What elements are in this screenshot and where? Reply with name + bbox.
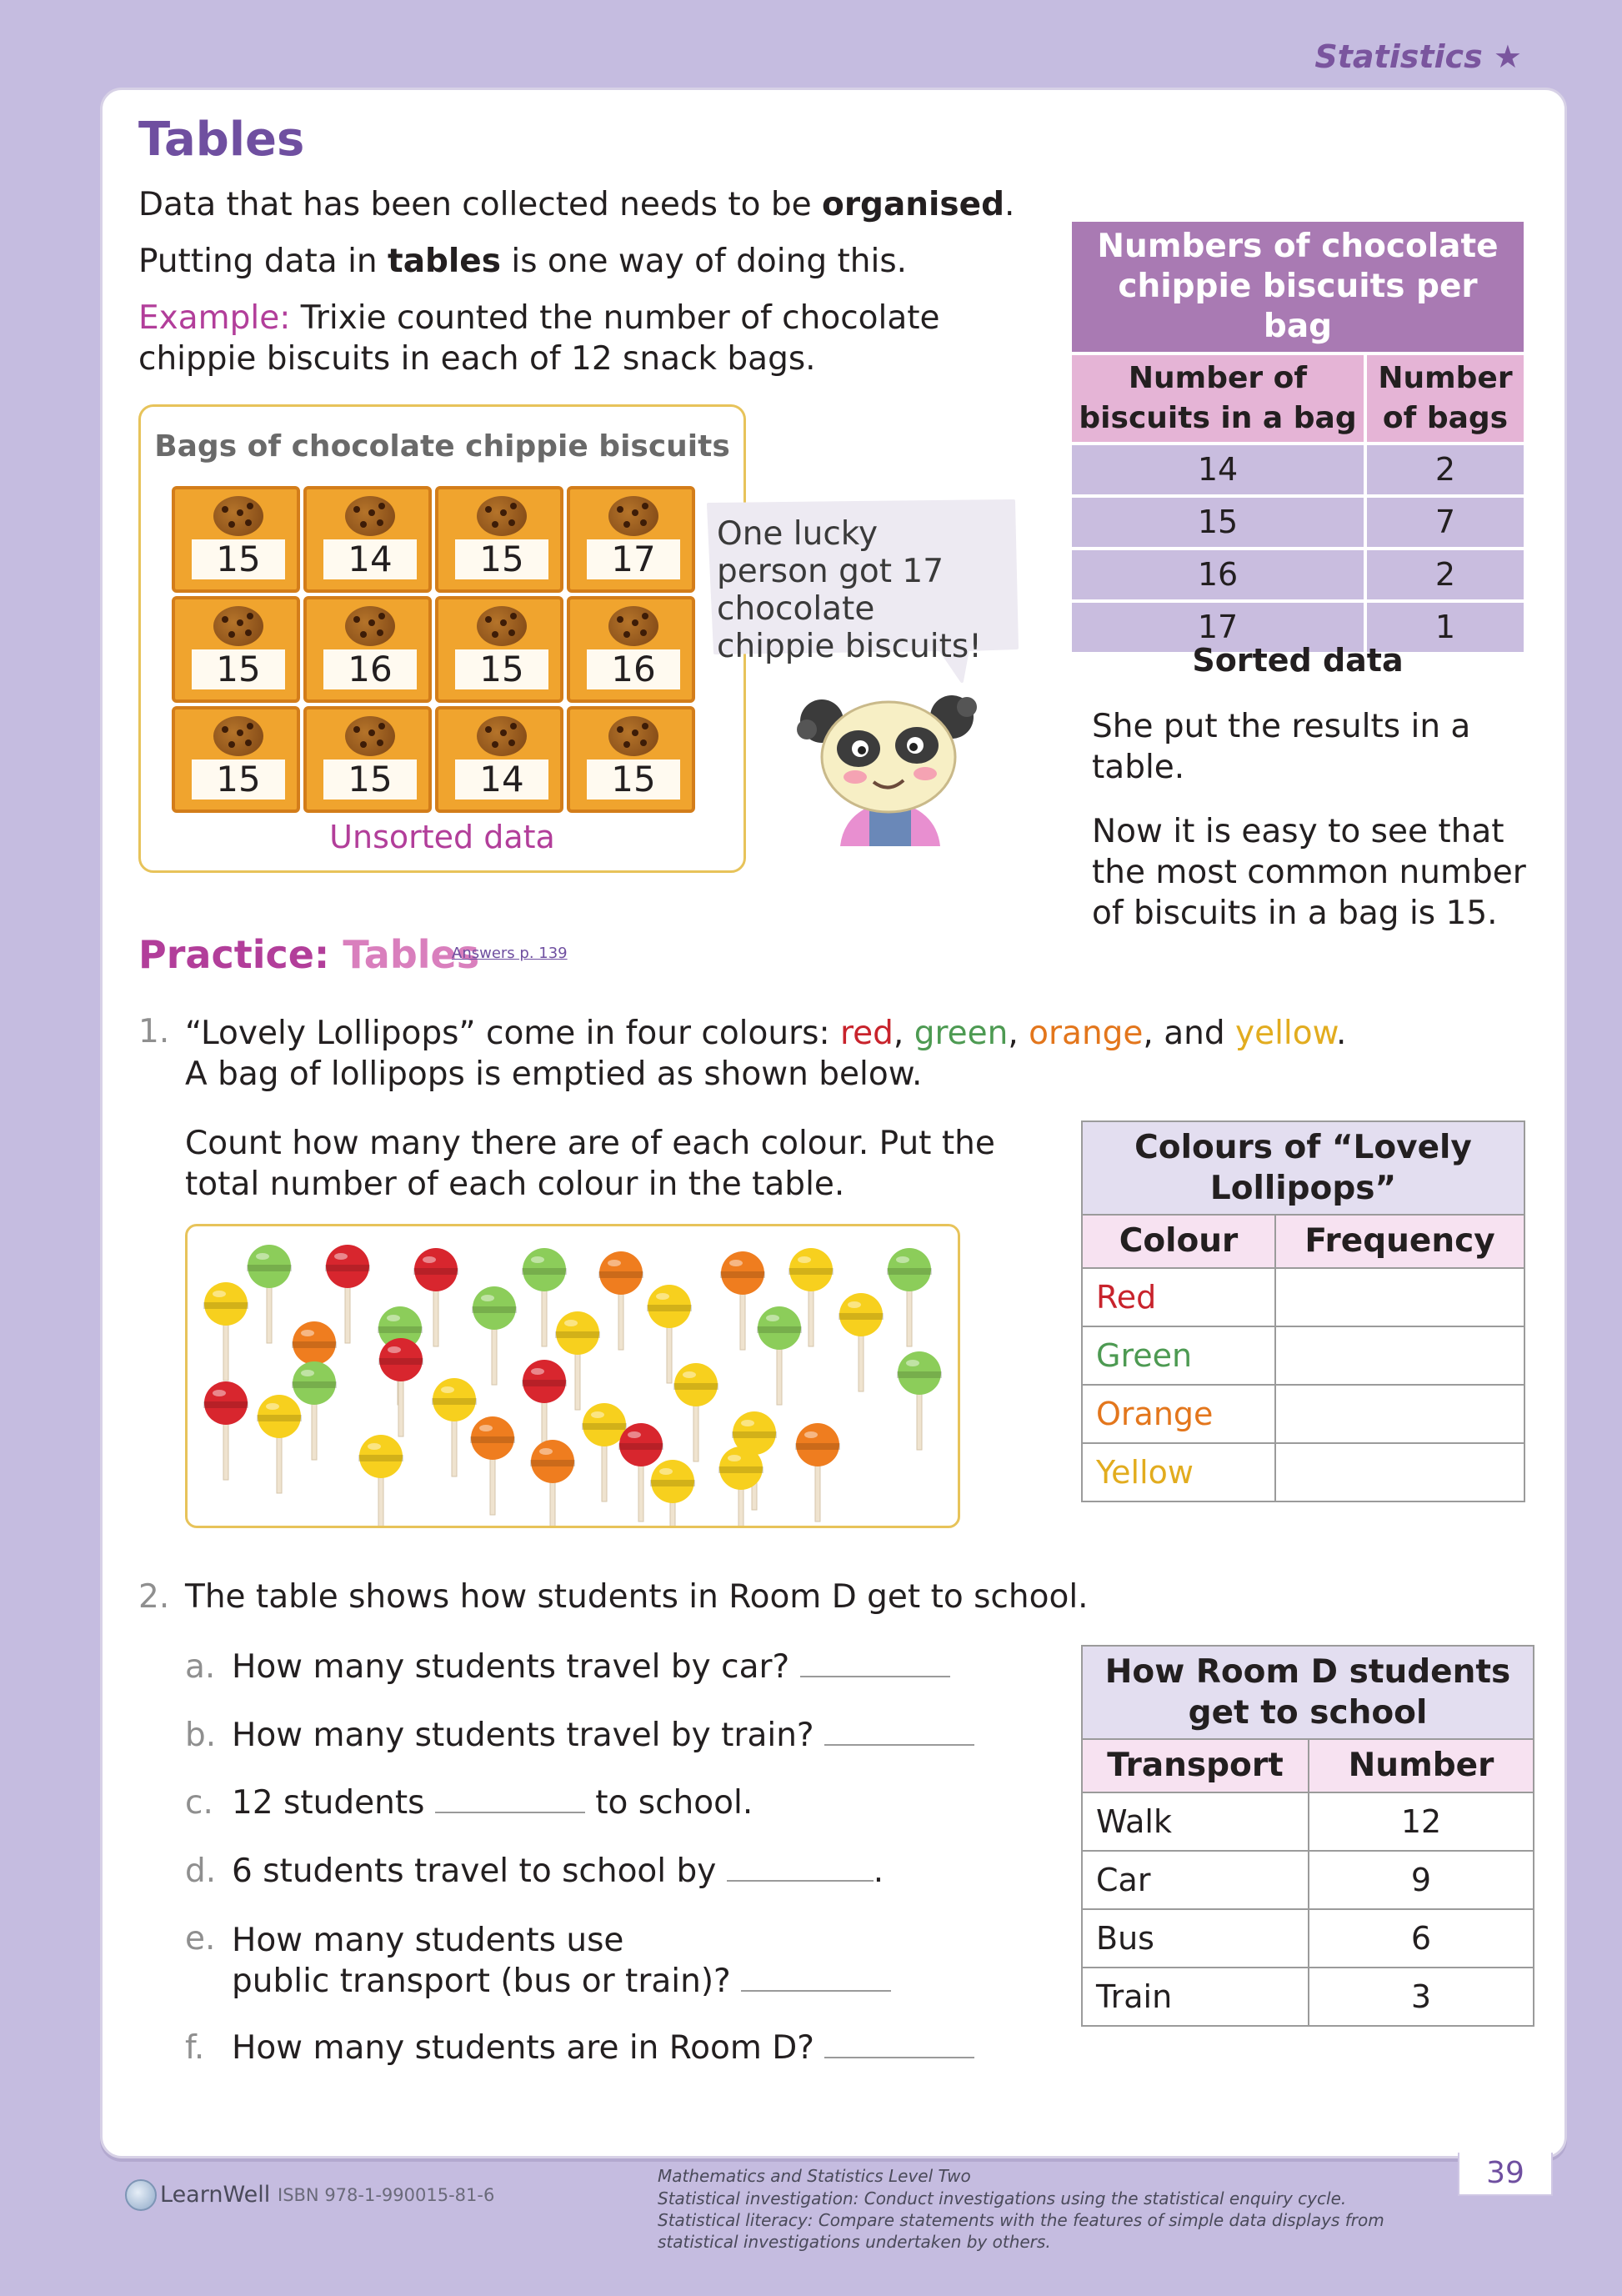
transport-mode: Bus (1082, 1909, 1309, 1968)
snack-bag (435, 596, 563, 703)
table-row (1082, 1326, 1524, 1385)
colour-word-orange: orange (1029, 1015, 1144, 1052)
column-header: Colour (1082, 1215, 1275, 1268)
example-text: Trixie counted the number of chocolate chippie biscuits in each of 12 snack bags. (138, 299, 940, 378)
learnwell-logo-icon (125, 2179, 157, 2211)
lollipop-panel (185, 1224, 960, 1528)
table-row (1082, 1968, 1534, 2026)
q2-intro: The table shows how students in Room D get to school. (185, 1578, 1089, 1616)
example-paragraph (138, 298, 1022, 379)
lollipop (470, 1416, 515, 1515)
colour-label: Orange (1082, 1385, 1275, 1443)
colour-label: Green (1082, 1326, 1275, 1385)
question-text: . (873, 1852, 884, 1890)
lollipop (720, 1251, 765, 1350)
practice-label: Practice: (138, 932, 330, 977)
table-row (1082, 1385, 1524, 1443)
table-title: Numbers of chocolate chippie biscuits per bag (1070, 220, 1525, 353)
biscuit-icon (213, 606, 263, 646)
q2e-text (232, 1920, 891, 2002)
bag-count: 15 (192, 649, 285, 689)
question-text: 12 students (232, 1784, 425, 1822)
intro-text: Putting data in (138, 243, 388, 280)
lollipop (897, 1351, 942, 1450)
table-cell: 1 (1365, 601, 1525, 654)
book-title: Mathematics and Statistics Level Two (658, 2166, 971, 2186)
panda-character-icon (790, 675, 990, 855)
transport-mode: Walk (1082, 1792, 1309, 1851)
speech-text: One lucky person got 17 chocolate chippie biscuits! (717, 515, 982, 665)
lollipop (839, 1293, 884, 1391)
student-count: 9 (1309, 1851, 1534, 1909)
lollipop (247, 1245, 292, 1343)
bag-count: 14 (323, 539, 417, 579)
bag-count: 15 (455, 539, 548, 579)
bag-count: 15 (323, 759, 417, 800)
snack-bag (567, 596, 695, 703)
biscuit-icon (608, 496, 658, 536)
bag-count: 15 (192, 759, 285, 800)
sorted-data-table (1069, 218, 1527, 655)
table-cell: 7 (1365, 496, 1525, 549)
question-text: How many students use (232, 1922, 624, 1959)
part-label: a. (185, 1648, 216, 1686)
biscuit-icon (608, 606, 658, 646)
frequency-input-cell[interactable] (1275, 1326, 1524, 1385)
page-number: 39 (1458, 2153, 1553, 2196)
bags-caption: Unsorted data (329, 819, 555, 855)
part-label: d. (185, 1852, 217, 1890)
column-header: Transport (1082, 1739, 1309, 1792)
lollipop (757, 1306, 802, 1405)
biscuit-icon (477, 716, 527, 756)
table-row (1082, 1443, 1524, 1501)
part-label: e. (185, 1920, 216, 1958)
part-label: c. (185, 1784, 213, 1822)
bag-count: 16 (587, 649, 680, 689)
column-header: Number of biscuits in a bag (1070, 353, 1365, 444)
lollipop (650, 1460, 695, 1526)
lollipop (673, 1363, 718, 1461)
explanation-p2: Now it is easy to see that the most common number of biscuits in a bag is 15. (1092, 813, 1526, 932)
transport-table (1081, 1645, 1534, 2027)
table-title: How Room D students get to school (1082, 1646, 1534, 1739)
column-header: Number of bags (1365, 353, 1525, 444)
biscuit-icon (213, 496, 263, 536)
lollipop (530, 1440, 575, 1526)
answer-blank[interactable] (435, 1812, 585, 1813)
q1-intro: “Lovely Lollipops” come in four colours: (185, 1015, 840, 1052)
bag-count: 14 (455, 759, 548, 800)
colour-label: Yellow (1082, 1443, 1275, 1501)
intro-punct: . (1004, 186, 1015, 223)
snack-bag (435, 486, 563, 593)
colour-word-red: red (839, 1015, 894, 1052)
question-text: How many students are in Room D? (232, 2029, 814, 2067)
colour-word-yellow: yellow (1235, 1015, 1336, 1052)
page-title: Tables (138, 113, 305, 167)
intro-line-1 (138, 184, 1055, 225)
biscuit-icon (345, 606, 395, 646)
q2c-text (232, 1784, 753, 1822)
lollipop (203, 1381, 248, 1480)
explanation-p1: She put the results in a table. (1092, 708, 1471, 786)
snack-bag (567, 706, 695, 813)
section-heading: Statistics ★ (1314, 38, 1522, 75)
student-count: 12 (1309, 1792, 1534, 1851)
table-row (1070, 444, 1525, 496)
answer-blank[interactable] (824, 1744, 974, 1746)
lollipop (472, 1286, 517, 1385)
answers-link[interactable]: Answers p. 139 (452, 945, 568, 962)
q2d-text (232, 1852, 884, 1890)
bag-count: 17 (587, 539, 680, 579)
sorted-caption: Sorted data (1192, 642, 1404, 679)
q2b-text (232, 1717, 974, 1754)
part-label: b. (185, 1717, 217, 1754)
question-number: 1. (138, 1013, 170, 1050)
intro-bold: tables (388, 243, 501, 280)
column-header: Number (1309, 1739, 1534, 1792)
snack-bag (172, 596, 300, 703)
colour-word-green: green (914, 1015, 1009, 1052)
bag-count: 16 (323, 649, 417, 689)
question-text: to school. (595, 1784, 753, 1822)
answer-blank[interactable] (741, 1990, 891, 1992)
biscuit-icon (477, 496, 527, 536)
lollipop (325, 1245, 370, 1343)
separator: , (893, 1015, 914, 1052)
colour-label: Red (1082, 1268, 1275, 1326)
question-text: 6 students travel to school by (232, 1852, 717, 1890)
lollipop-image (188, 1226, 958, 1526)
bag-count: 15 (587, 759, 680, 800)
table-row (1082, 1851, 1534, 1909)
practice-heading (138, 932, 479, 977)
separator: , (1008, 1015, 1029, 1052)
part-label: f. (185, 2029, 205, 2067)
lollipop (887, 1248, 932, 1346)
transport-mode: Car (1082, 1851, 1309, 1909)
q1-line-2: A bag of lollipops is emptied as shown below. (185, 1055, 923, 1093)
answer-blank[interactable] (727, 1880, 874, 1882)
biscuit-icon (608, 716, 658, 756)
intro-text: is one way of doing this. (500, 243, 908, 280)
table-cell: 15 (1070, 496, 1365, 549)
practice-title: Tables (343, 932, 480, 977)
table-row (1082, 1792, 1534, 1851)
student-count: 6 (1309, 1909, 1534, 1968)
biscuit-icon (345, 496, 395, 536)
lollipop (257, 1395, 302, 1493)
lollipop (598, 1251, 643, 1350)
frequency-input-cell[interactable] (1275, 1443, 1524, 1501)
snack-bag (435, 706, 563, 813)
transport-mode: Train (1082, 1968, 1309, 2026)
table-cell: 2 (1365, 444, 1525, 496)
table-title: Colours of “Lovely Lollipops” (1082, 1121, 1524, 1215)
table-row (1070, 496, 1525, 549)
table-cell: 17 (1070, 601, 1365, 654)
q1-text (185, 1013, 1394, 1095)
q1-instructions: Count how many there are of each colour. Put the total number of each colour in the table. (185, 1125, 995, 1203)
lollipop (582, 1403, 627, 1501)
q2a-text (232, 1648, 950, 1686)
separator: , and (1143, 1015, 1235, 1052)
table-cell: 14 (1070, 444, 1365, 496)
answer-blank[interactable] (800, 1676, 950, 1677)
question-number: 2. (138, 1578, 170, 1616)
snack-bag (303, 486, 432, 593)
table-cell: 2 (1365, 549, 1525, 601)
biscuit-icon (213, 716, 263, 756)
lollipop (378, 1338, 423, 1436)
column-header: Frequency (1275, 1215, 1524, 1268)
snack-bag (172, 706, 300, 813)
snack-bag (303, 596, 432, 703)
lollipop (795, 1423, 840, 1521)
lollipop (555, 1311, 600, 1410)
lollipop (203, 1282, 248, 1381)
frequency-input-cell[interactable] (1275, 1268, 1524, 1326)
biscuit-icon (477, 606, 527, 646)
question-text: How many students travel by car? (232, 1648, 790, 1686)
table-row (1070, 549, 1525, 601)
bag-count: 15 (455, 649, 548, 689)
snack-bag (172, 486, 300, 593)
bags-panel-title: Bags of chocolate chippie biscuits (154, 429, 730, 464)
bag-count: 15 (192, 539, 285, 579)
student-count: 3 (1309, 1968, 1534, 2026)
colours-table (1081, 1120, 1525, 1502)
answer-blank[interactable] (824, 2057, 974, 2058)
table-cell: 16 (1070, 549, 1365, 601)
intro-text: Data that has been collected needs to be (138, 186, 823, 223)
curriculum-note: Statistical investigation: Conduct investigations using the statistical enquiry cycle. Statistical literacy: Compare statements with the features of simple data displays from statistical investigations undertaken by others. (658, 2188, 1384, 2252)
lollipop (358, 1435, 403, 1526)
q2f-text (232, 2029, 974, 2067)
question-text: public transport (bus or train)? (232, 1963, 731, 2000)
isbn: ISBN 978-1-990015-81-6 (278, 2185, 495, 2205)
intro-line-2 (138, 241, 1055, 282)
snack-bag (303, 706, 432, 813)
frequency-input-cell[interactable] (1275, 1385, 1524, 1443)
brand-name: LearnWell (160, 2182, 271, 2208)
question-text: How many students travel by train? (232, 1717, 814, 1754)
separator: . (1335, 1015, 1347, 1052)
table-row (1082, 1909, 1534, 1968)
example-label: Example: (138, 299, 291, 337)
biscuit-icon (345, 716, 395, 756)
intro-bold: organised (822, 186, 1005, 223)
table-row (1082, 1268, 1524, 1326)
lollipop (432, 1378, 477, 1476)
snack-bag (567, 486, 695, 593)
